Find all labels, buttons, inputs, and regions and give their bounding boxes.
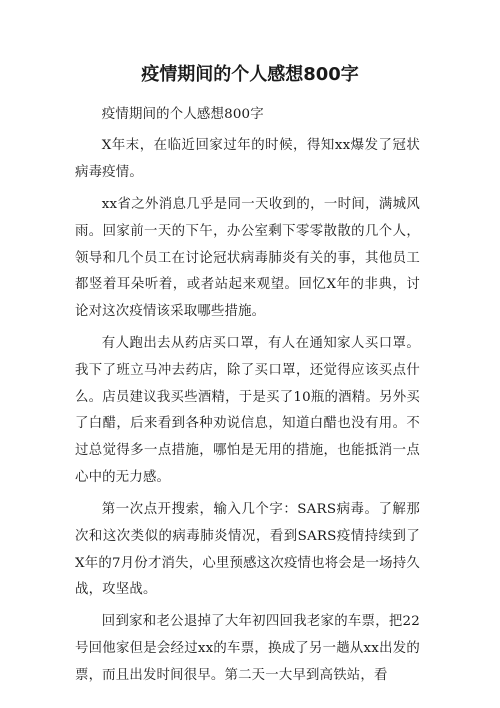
paragraph: X年末，在临近回家过年的时候，得知xx爆发了冠状病毒疫情。: [75, 138, 420, 181]
paragraph: 有人跑出去从药店买口罩，有人在通知家人买口罩。我下了班立马冲去药店，除了买口罩，还觉得应该买点什么。店员建议我买些酒精，于是买了10瓶的酒精。另外买了白醋，后来看到各种劝说信息，知道白醋也没有用。不过总觉得多一点措施，哪怕是无用的措施，也能抵消一点心中的无力感。: [75, 335, 420, 486]
paragraph-subtitle: 疫情期间的个人感想800字: [101, 107, 264, 122]
paragraph: 回到家和老公退掉了大年初四回我老家的车票，把22号回他家但是会经过xx的车票，换成了另一趟从xx出发的票，而且出发时间很早。第二天一大早到高铁站，看: [75, 613, 420, 683]
document-body: [75, 102, 420, 694]
document-title: 疫情期间的个人感想800字: [141, 64, 359, 85]
paragraph: 第一次点开搜索，输入几个字：SARS病毒。了解那次和这次类似的病毒肺炎情况，看到SARS疫情持续到了X年的7月份才消失，心里预感这次疫情也将会是一场持久战，攻坚战。: [75, 501, 420, 598]
paragraph: xx省之外消息几乎是同一天收到的，一时间，满城风雨。回家前一天的下午，办公室剩下零零散散的几个人，领导和几个员工在讨论冠状病毒肺炎有关的事，其他员工都竖着耳朵听着，或者站起来观望。回忆X年的非典，讨论对这次疫情该采取哪些措施。: [75, 196, 420, 320]
